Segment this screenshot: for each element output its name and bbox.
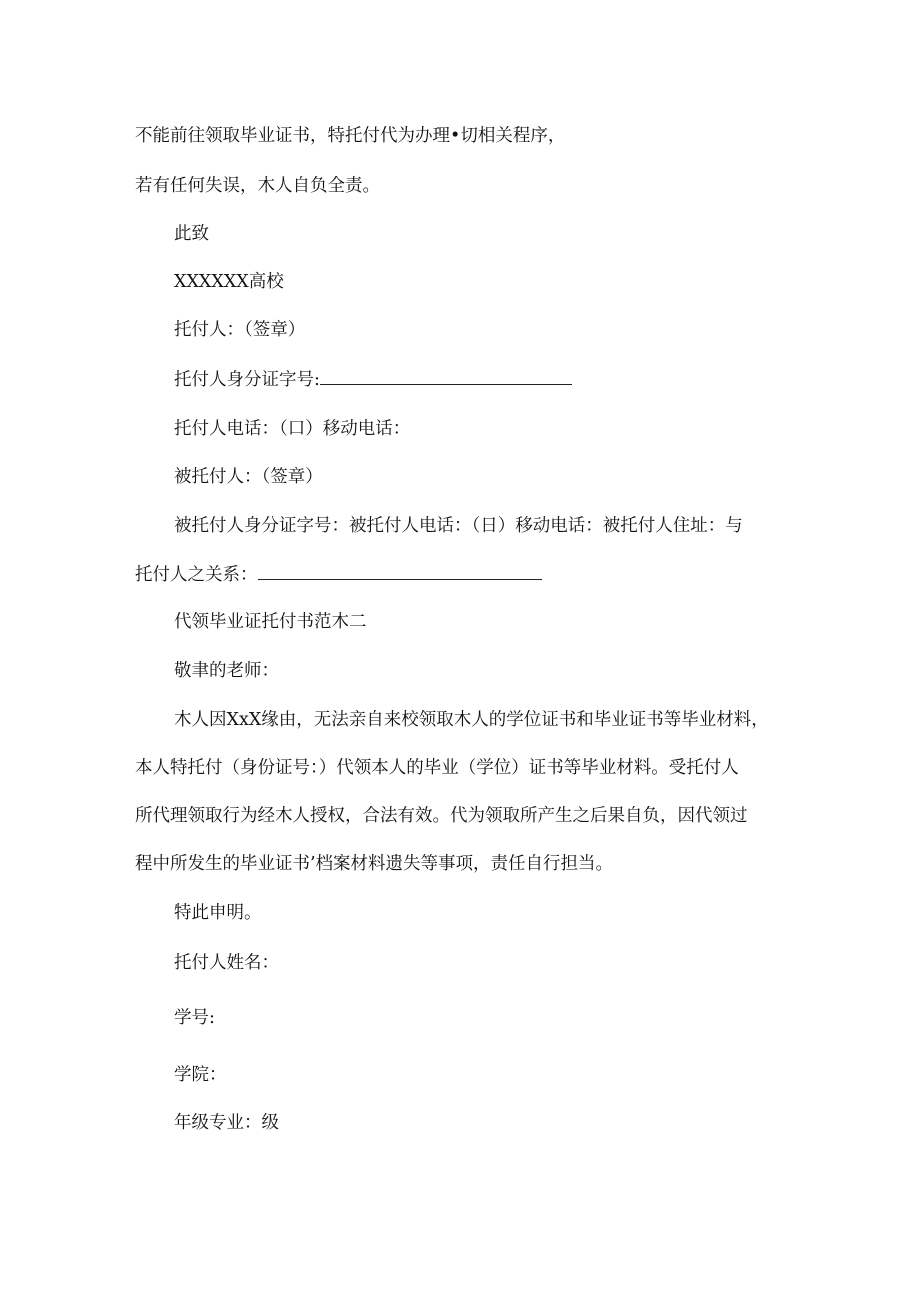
agent-signature-line: 被托付人：（签章） (174, 467, 323, 487)
principal-phone-line: 托付人电话：（口）移动电话： (174, 419, 411, 439)
agent-info-line: 被托付人身分证字号：被托付人电话：（日）移动电话：被托付人住址：与 (174, 516, 743, 536)
sample-title: 代领毕业证托付书范木二 (174, 612, 367, 632)
principal-signature-line: 托付人：（签章） (174, 320, 306, 340)
paragraph-line: 所代理领取行为经木人授权，合法有效。代为领取所产生之后果自负，因代领过 (135, 806, 748, 826)
salutation-line: 此致 (174, 224, 209, 244)
relationship-blank-field (258, 565, 542, 580)
recipient-line: XXXXXX高校 (174, 272, 284, 292)
greeting-line: 敬聿的老师： (174, 661, 279, 681)
paragraph-line: 不能前往领取毕业证书，特托付代为办理•切相关程序， (135, 126, 566, 146)
paragraph-line: 本人特托付（身份证号：）代领本人的毕业（学位）证书等毕业材料。受托付人 (135, 758, 739, 778)
student-id-label: 学号: (174, 1008, 215, 1028)
principal-id-line: 托付人身分证字号: (174, 368, 572, 392)
id-blank-field (320, 370, 572, 385)
name-field-label: 托付人姓名： (174, 953, 279, 973)
declaration-line: 特此申明。 (174, 903, 262, 923)
paragraph-line: 若有任何失误，木人自负全责。 (135, 176, 380, 196)
paragraph-line: 木人因XxX缘由，无法亲自来校领取木人的学位证书和毕业证书等毕业材料， (174, 710, 769, 730)
paragraph-line: 程中所发生的毕业证书’档案材料遗失等事项，责任自行担当。 (135, 854, 614, 874)
college-label: 学院： (174, 1065, 227, 1085)
relationship-line: 托付人之关系： (135, 563, 542, 587)
grade-major-label: 年级专业：级 (174, 1113, 279, 1133)
